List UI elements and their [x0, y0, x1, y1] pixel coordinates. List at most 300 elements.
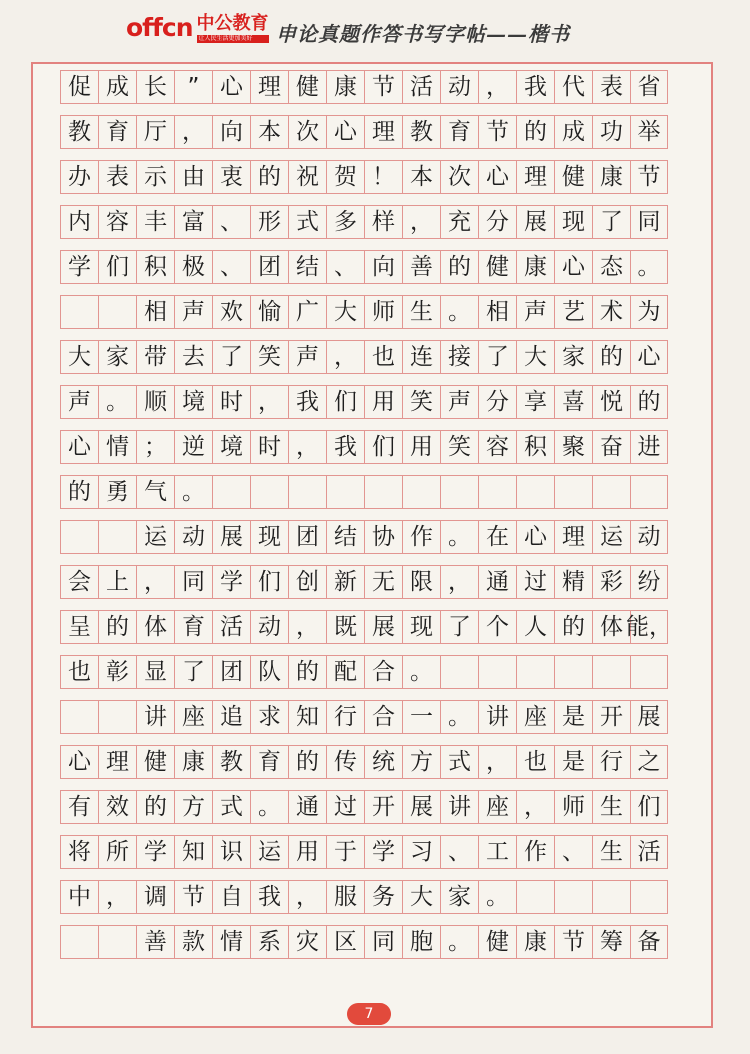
- grid-cell: 笑: [440, 430, 478, 464]
- grid-cell: [364, 475, 402, 509]
- grid-cell: 团: [250, 250, 288, 284]
- grid-cell: 愉: [250, 295, 288, 329]
- grid-cell: 追: [212, 700, 250, 734]
- grid-cell: 现: [554, 205, 592, 239]
- grid-cell: 是: [554, 700, 592, 734]
- grid-cell: 了: [440, 610, 478, 644]
- grid-cell: [630, 880, 668, 914]
- grid-row: [60, 115, 688, 149]
- offcn-logo: [126, 14, 269, 46]
- grid-cell: [592, 655, 630, 689]
- grid-cell: 积: [516, 430, 554, 464]
- grid-cell: 们: [98, 250, 136, 284]
- grid-cell: 通: [288, 790, 326, 824]
- grid-cell: 进: [630, 430, 668, 464]
- grid-cell: 分: [478, 385, 516, 419]
- grid-cell: 动: [250, 610, 288, 644]
- grid-cell: 、: [212, 205, 250, 239]
- grid-row: [60, 925, 688, 959]
- grid-cell: ，: [326, 340, 364, 374]
- grid-cell: 的: [136, 790, 174, 824]
- grid-cell: 灾: [288, 925, 326, 959]
- grid-cell: 贺: [326, 160, 364, 194]
- grid-row: [60, 295, 688, 329]
- grid-cell: [440, 655, 478, 689]
- grid-cell: 向: [364, 250, 402, 284]
- grid-cell: 团: [288, 520, 326, 554]
- grid-cell: 行: [592, 745, 630, 779]
- grid-cell: 样: [364, 205, 402, 239]
- grid-cell: 善: [136, 925, 174, 959]
- grid-cell: 彰: [98, 655, 136, 689]
- grid-cell: 省: [630, 70, 668, 104]
- grid-cell: [98, 700, 136, 734]
- grid-cell: 厅: [136, 115, 174, 149]
- grid-cell: 也: [60, 655, 98, 689]
- grid-cell: 次: [288, 115, 326, 149]
- grid-cell: 学: [60, 250, 98, 284]
- grid-cell: 心: [516, 520, 554, 554]
- grid-cell: [478, 475, 516, 509]
- grid-cell: 健: [478, 925, 516, 959]
- grid-cell: 的: [288, 745, 326, 779]
- grid-cell: 会: [60, 565, 98, 599]
- grid-cell: 将: [60, 835, 98, 869]
- grid-cell: 。: [440, 520, 478, 554]
- grid-cell: 在: [478, 520, 516, 554]
- grid-cell: [516, 475, 554, 509]
- grid-cell: 们: [326, 385, 364, 419]
- grid-cell: 的: [288, 655, 326, 689]
- grid-cell: 呈: [60, 610, 98, 644]
- grid-cell: 用: [288, 835, 326, 869]
- grid-cell: 座: [516, 700, 554, 734]
- grid-cell: 我: [250, 880, 288, 914]
- grid-row: [60, 700, 688, 734]
- grid-cell: 形: [250, 205, 288, 239]
- grid-cell: 健: [478, 250, 516, 284]
- grid-cell: 长: [136, 70, 174, 104]
- grid-cell: 促: [60, 70, 98, 104]
- grid-cell: ，: [516, 790, 554, 824]
- grid-cell: 喜: [554, 385, 592, 419]
- grid-cell: [98, 295, 136, 329]
- grid-cell: 声: [174, 295, 212, 329]
- grid-cell: 康: [174, 745, 212, 779]
- grid-row: [60, 205, 688, 239]
- grid-cell: 办: [60, 160, 98, 194]
- grid-cell: 康: [516, 250, 554, 284]
- grid-cell: 大: [326, 295, 364, 329]
- logo-offcn-text: offcn: [126, 13, 193, 42]
- grid-cell: 表: [592, 70, 630, 104]
- grid-cell: ，: [174, 115, 212, 149]
- grid-cell: 大: [516, 340, 554, 374]
- grid-cell: ，: [288, 880, 326, 914]
- grid-cell: 一: [402, 700, 440, 734]
- grid-cell: 的: [516, 115, 554, 149]
- grid-cell: 逆: [174, 430, 212, 464]
- grid-cell: 健: [288, 70, 326, 104]
- grid-cell: 也: [516, 745, 554, 779]
- grid-cell: 我: [326, 430, 364, 464]
- grid-cell: 们: [364, 430, 402, 464]
- writing-grid: [60, 70, 688, 970]
- grid-cell: 相: [136, 295, 174, 329]
- grid-cell: 情: [98, 430, 136, 464]
- grid-cell: 境: [174, 385, 212, 419]
- grid-cell: 充: [440, 205, 478, 239]
- grid-cell: 理: [250, 70, 288, 104]
- grid-cell: 表: [98, 160, 136, 194]
- grid-cell: 通: [478, 565, 516, 599]
- grid-cell: 多: [326, 205, 364, 239]
- grid-cell: ，: [288, 430, 326, 464]
- grid-cell: 时: [250, 430, 288, 464]
- grid-cell: 讲: [478, 700, 516, 734]
- grid-cell: 教: [402, 115, 440, 149]
- grid-cell: 举: [630, 115, 668, 149]
- grid-cell: 创: [288, 565, 326, 599]
- grid-cell: [516, 880, 554, 914]
- grid-cell: 了: [592, 205, 630, 239]
- grid-cell: 有: [60, 790, 98, 824]
- grid-cell: [60, 925, 98, 959]
- grid-cell: 善: [402, 250, 440, 284]
- grid-cell: 动: [174, 520, 212, 554]
- grid-row: [60, 340, 688, 374]
- grid-cell: 笑: [402, 385, 440, 419]
- grid-cell: [440, 475, 478, 509]
- grid-cell: [98, 925, 136, 959]
- logo-right-block: [197, 14, 269, 43]
- grid-cell: 教: [60, 115, 98, 149]
- grid-cell: 本: [402, 160, 440, 194]
- grid-cell: 既: [326, 610, 364, 644]
- grid-cell: ，: [136, 565, 174, 599]
- grid-row: [60, 475, 688, 509]
- grid-cell: 筹: [592, 925, 630, 959]
- grid-cell: 家: [440, 880, 478, 914]
- grid-cell: 育: [250, 745, 288, 779]
- grid-cell: 家: [98, 340, 136, 374]
- grid-cell: 求: [250, 700, 288, 734]
- grid-cell: ；: [136, 430, 174, 464]
- grid-cell: 系: [250, 925, 288, 959]
- grid-cell: 精: [554, 565, 592, 599]
- logo-slogan: 让人民生活更加美好: [197, 35, 269, 43]
- grid-cell: 生: [592, 790, 630, 824]
- grid-cell: 心: [60, 745, 98, 779]
- grid-cell: 。: [630, 250, 668, 284]
- grid-cell: 、: [440, 835, 478, 869]
- grid-cell: 、: [212, 250, 250, 284]
- grid-cell: 了: [174, 655, 212, 689]
- grid-cell: 时: [212, 385, 250, 419]
- grid-row: [60, 160, 688, 194]
- grid-row: [60, 430, 688, 464]
- grid-cell: 展: [212, 520, 250, 554]
- grid-cell: 习: [402, 835, 440, 869]
- grid-cell: 、: [326, 250, 364, 284]
- grid-cell: 合: [364, 700, 402, 734]
- grid-cell: 讲: [440, 790, 478, 824]
- grid-cell: 运: [250, 835, 288, 869]
- grid-cell: 由: [174, 160, 212, 194]
- grid-cell: 展: [630, 700, 668, 734]
- grid-cell: 去: [174, 340, 212, 374]
- grid-cell: 备: [630, 925, 668, 959]
- grid-cell: 心: [212, 70, 250, 104]
- grid-cell: 分: [478, 205, 516, 239]
- grid-cell: 人: [516, 610, 554, 644]
- grid-cell: [60, 295, 98, 329]
- grid-cell: 。: [250, 790, 288, 824]
- grid-cell: 服: [326, 880, 364, 914]
- grid-cell: 统: [364, 745, 402, 779]
- grid-cell: 合: [364, 655, 402, 689]
- grid-cell: 了: [478, 340, 516, 374]
- grid-cell: 们: [250, 565, 288, 599]
- grid-cell: 欢: [212, 295, 250, 329]
- grid-cell: 心: [326, 115, 364, 149]
- grid-cell: 活: [402, 70, 440, 104]
- grid-cell: 向: [212, 115, 250, 149]
- grid-cell: 新: [326, 565, 364, 599]
- grid-row: [60, 790, 688, 824]
- grid-cell: 方: [174, 790, 212, 824]
- grid-cell: 节: [630, 160, 668, 194]
- grid-cell: 协: [364, 520, 402, 554]
- grid-cell: 师: [364, 295, 402, 329]
- grid-cell: 声: [440, 385, 478, 419]
- grid-cell: 自: [212, 880, 250, 914]
- grid-cell: 式: [212, 790, 250, 824]
- grid-cell: 示: [136, 160, 174, 194]
- grid-cell: ！: [364, 160, 402, 194]
- grid-cell: 式: [288, 205, 326, 239]
- grid-cell: 本: [250, 115, 288, 149]
- grid-cell: 健: [136, 745, 174, 779]
- grid-cell: 容: [98, 205, 136, 239]
- grid-cell: 现: [250, 520, 288, 554]
- grid-cell: 。: [174, 475, 212, 509]
- grid-cell: 接: [440, 340, 478, 374]
- grid-cell: 们: [630, 790, 668, 824]
- grid-cell: [592, 475, 630, 509]
- grid-cell: 声: [516, 295, 554, 329]
- grid-row: [60, 250, 688, 284]
- grid-cell: 成: [554, 115, 592, 149]
- grid-cell: [60, 520, 98, 554]
- grid-cell: 理: [98, 745, 136, 779]
- grid-cell: 笑: [250, 340, 288, 374]
- grid-cell: 动: [630, 520, 668, 554]
- grid-cell: 开: [592, 700, 630, 734]
- grid-cell: 个: [478, 610, 516, 644]
- grid-cell: 教: [212, 745, 250, 779]
- grid-cell: 师: [554, 790, 592, 824]
- grid-cell: 学: [212, 565, 250, 599]
- grid-cell: 代: [554, 70, 592, 104]
- grid-cell: 、: [554, 835, 592, 869]
- grid-cell: 理: [554, 520, 592, 554]
- grid-cell: 无: [364, 565, 402, 599]
- grid-cell: 家: [554, 340, 592, 374]
- grid-cell: 声: [60, 385, 98, 419]
- grid-cell: 我: [516, 70, 554, 104]
- grid-cell: 心: [60, 430, 98, 464]
- grid-cell: 大: [402, 880, 440, 914]
- grid-cell: 悦: [592, 385, 630, 419]
- grid-cell: 衷: [212, 160, 250, 194]
- grid-cell: 开: [364, 790, 402, 824]
- grid-cell: 育: [440, 115, 478, 149]
- grid-cell: [516, 655, 554, 689]
- grid-cell: 座: [174, 700, 212, 734]
- grid-cell: 术: [592, 295, 630, 329]
- grid-cell: 活: [212, 610, 250, 644]
- grid-cell: 生: [402, 295, 440, 329]
- grid-cell: 健: [554, 160, 592, 194]
- grid-cell: 展: [402, 790, 440, 824]
- grid-row: [60, 880, 688, 914]
- grid-cell: 生: [592, 835, 630, 869]
- grid-cell: 境: [212, 430, 250, 464]
- grid-cell: 限: [402, 565, 440, 599]
- grid-cell: ”: [174, 70, 212, 104]
- grid-cell: 过: [326, 790, 364, 824]
- grid-cell: 心: [554, 250, 592, 284]
- grid-cell: [478, 655, 516, 689]
- page-number-badge: 7: [347, 1003, 391, 1025]
- grid-cell: 上: [98, 565, 136, 599]
- grid-cell: 极: [174, 250, 212, 284]
- grid-cell: 用: [364, 385, 402, 419]
- grid-cell: 同: [174, 565, 212, 599]
- grid-cell: 艺: [554, 295, 592, 329]
- grid-cell: 显: [136, 655, 174, 689]
- grid-cell: 的: [250, 160, 288, 194]
- grid-cell: 传: [326, 745, 364, 779]
- grid-cell: 积: [136, 250, 174, 284]
- grid-cell: 现: [402, 610, 440, 644]
- grid-cell: ，: [402, 205, 440, 239]
- grid-cell: 工: [478, 835, 516, 869]
- grid-cell: 款: [174, 925, 212, 959]
- grid-cell: 用: [402, 430, 440, 464]
- grid-cell: 过: [516, 565, 554, 599]
- grid-cell: [250, 475, 288, 509]
- grid-cell: 也: [364, 340, 402, 374]
- grid-cell: [554, 880, 592, 914]
- grid-cell: 。: [98, 385, 136, 419]
- grid-row: [60, 745, 688, 779]
- grid-cell: 作: [402, 520, 440, 554]
- grid-cell: 节: [174, 880, 212, 914]
- grid-cell: 展: [516, 205, 554, 239]
- grid-cell: 运: [592, 520, 630, 554]
- grid-cell: 效: [98, 790, 136, 824]
- grid-cell: ，: [478, 70, 516, 104]
- grid-cell: 同: [630, 205, 668, 239]
- grid-cell: 配: [326, 655, 364, 689]
- grid-cell: ，: [98, 880, 136, 914]
- grid-cell: 的: [98, 610, 136, 644]
- grid-cell: 纷: [630, 565, 668, 599]
- grid-cell: 享: [516, 385, 554, 419]
- grid-row: [60, 610, 688, 644]
- grid-cell: [554, 655, 592, 689]
- grid-cell: ，: [478, 745, 516, 779]
- grid-cell: 内: [60, 205, 98, 239]
- grid-cell: 讲: [136, 700, 174, 734]
- grid-cell: 。: [402, 655, 440, 689]
- grid-cell: 连: [402, 340, 440, 374]
- page-header: [0, 0, 750, 58]
- grid-cell: 体: [592, 610, 630, 644]
- grid-cell: 勇: [98, 475, 136, 509]
- grid-cell: [288, 475, 326, 509]
- grid-cell: 气: [136, 475, 174, 509]
- grid-cell: 声: [288, 340, 326, 374]
- grid-cell: 节: [478, 115, 516, 149]
- grid-cell: 队: [250, 655, 288, 689]
- grid-cell: 团: [212, 655, 250, 689]
- grid-cell: 方: [402, 745, 440, 779]
- grid-cell: 中: [60, 880, 98, 914]
- grid-cell: ，: [250, 385, 288, 419]
- grid-row: [60, 385, 688, 419]
- grid-cell: [630, 475, 668, 509]
- grid-row: [60, 565, 688, 599]
- grid-cell: [98, 520, 136, 554]
- grid-cell: 理: [364, 115, 402, 149]
- grid-cell: ，: [440, 565, 478, 599]
- grid-cell: 广: [288, 295, 326, 329]
- grid-cell: 成: [98, 70, 136, 104]
- grid-cell: 相: [478, 295, 516, 329]
- grid-cell: 心: [478, 160, 516, 194]
- grid-cell: 学: [136, 835, 174, 869]
- grid-row: [60, 835, 688, 869]
- grid-cell: 是: [554, 745, 592, 779]
- grid-cell: 康: [326, 70, 364, 104]
- grid-cell: 大: [60, 340, 98, 374]
- book-title: 申论真题作答书写字帖——楷书: [276, 22, 570, 46]
- grid-cell: 康: [592, 160, 630, 194]
- grid-cell: 。: [440, 700, 478, 734]
- grid-cell: [630, 655, 668, 689]
- grid-cell: 康: [516, 925, 554, 959]
- grid-cell: 节: [364, 70, 402, 104]
- grid-cell: 的: [440, 250, 478, 284]
- grid-cell: 座: [478, 790, 516, 824]
- grid-cell: [554, 475, 592, 509]
- grid-cell: 务: [364, 880, 402, 914]
- grid-cell: 动: [440, 70, 478, 104]
- grid-cell: 体: [136, 610, 174, 644]
- grid-cell: 的: [592, 340, 630, 374]
- grid-cell: ，: [288, 610, 326, 644]
- grid-cell: 运: [136, 520, 174, 554]
- grid-cell: 育: [98, 115, 136, 149]
- grid-cell: 知: [174, 835, 212, 869]
- grid-cell: 容: [478, 430, 516, 464]
- grid-cell: 结: [288, 250, 326, 284]
- grid-cell: [402, 475, 440, 509]
- logo-chinese-name: 中公教育: [196, 13, 269, 34]
